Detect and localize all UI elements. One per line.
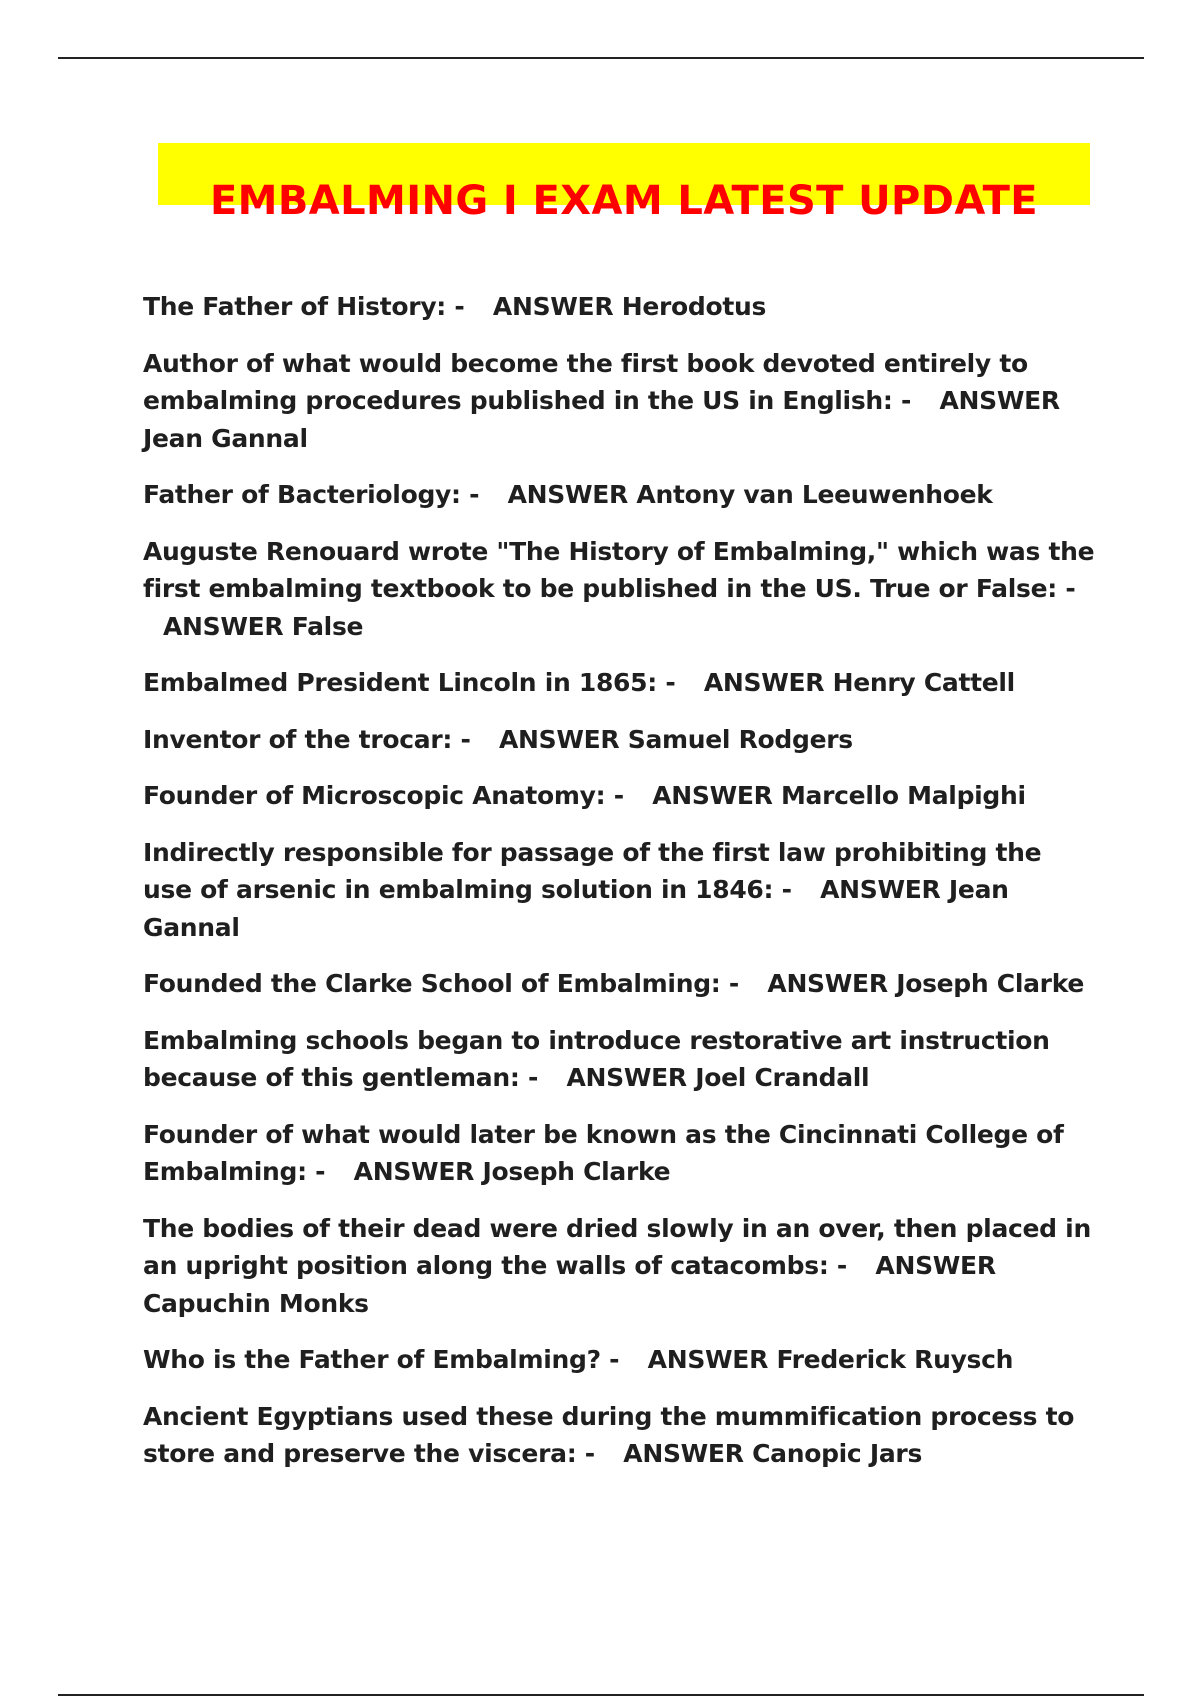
qa-answer: Jean Gannal [143,423,308,453]
qa-answer-label: ANSWER [767,969,888,998]
qa-answer: Antony van Leeuwenhoek [636,480,993,509]
qa-item [143,721,1098,759]
qa-answer-label: ANSWER [652,781,773,810]
qa-answer-label: ANSWER [820,875,941,904]
qa-answer-label: ANSWER [353,1157,475,1186]
qa-question: Founder of what would later be known as the Cincinnati College of Embalming: - [143,1119,1064,1186]
qa-question: Inventor of the trocar: - [143,724,471,754]
qa-item [143,834,1098,947]
qa-answer: Canopic Jars [752,1439,923,1468]
qa-question: Embalmed President Lincoln in 1865: - [143,668,676,697]
qa-answer: Capuchin Monks [143,1288,369,1318]
qa-answer: Joseph Clarke [482,1157,671,1186]
qa-answer-label: ANSWER [498,724,620,754]
qa-question: Founder of Microscopic Anatomy: - [143,781,624,810]
qa-item [143,476,1098,514]
qa-answer-label: ANSWER [566,1063,687,1092]
qa-item [143,1022,1098,1097]
qa-answer: False [291,611,364,641]
qa-question: Who is the Father of Embalming? - [143,1345,620,1374]
qa-question: Founded the Clarke School of Embalming: - [143,969,739,998]
document-title: EMBALMING I EXAM LATEST UPDATE [209,177,1039,224]
qa-answer-label: ANSWER [163,611,284,641]
qa-list [143,288,1098,1492]
qa-item [143,288,1098,326]
qa-answer-label: ANSWER [939,386,1060,415]
qa-item [143,965,1098,1003]
qa-question: The Father of History: - [143,292,465,321]
qa-question: Auguste Renouard wrote "The History of Embalming," which was the first embalming textbook to be published in the US. True or False: - [143,536,1095,603]
qa-answer: Frederick Ruysch [776,1345,1014,1374]
qa-item [143,777,1098,815]
qa-answer: Joel Crandall [695,1063,870,1092]
qa-question: Ancient Egyptians used these during the mummification process to store and preserve the viscera: - [143,1401,1075,1468]
qa-answer: Joseph Clarke [896,969,1085,998]
title-highlight [158,143,1090,224]
qa-answer-label: ANSWER [703,668,825,697]
qa-question: Author of what would become the first book devoted entirely to embalming procedures published in the US in English: - [143,348,1028,415]
qa-answer: Samuel Rodgers [627,724,853,754]
qa-item [143,1210,1098,1323]
qa-item [143,1398,1098,1473]
qa-question: Embalming schools began to introduce restorative art instruction because of this gentleman: - [143,1025,1050,1092]
qa-item [143,664,1098,702]
qa-answer: Marcello Malpighi [780,781,1026,810]
bottom-rule [58,1694,1144,1696]
qa-question: Father of Bacteriology: - [143,480,480,509]
qa-item [143,1341,1098,1379]
qa-item [143,1116,1098,1191]
top-rule [58,57,1144,59]
qa-answer: Jean Gannal [143,875,1009,942]
qa-item [143,345,1098,458]
qa-answer: Henry Cattell [832,668,1015,697]
qa-answer-label: ANSWER [507,480,629,509]
qa-answer-label: ANSWER [492,292,614,321]
qa-answer-label: ANSWER [647,1345,769,1374]
qa-answer: Herodotus [621,292,767,321]
qa-question: Indirectly responsible for passage of the first law prohibiting the use of arsenic in embalming solution in 1846: - [143,837,1042,904]
qa-answer-label: ANSWER [623,1439,744,1468]
qa-question: The bodies of their dead were dried slowly in an over, then placed in an upright position along the walls of catacombs: - [143,1213,1091,1280]
qa-item [143,533,1098,646]
qa-answer-label: ANSWER [875,1251,996,1280]
